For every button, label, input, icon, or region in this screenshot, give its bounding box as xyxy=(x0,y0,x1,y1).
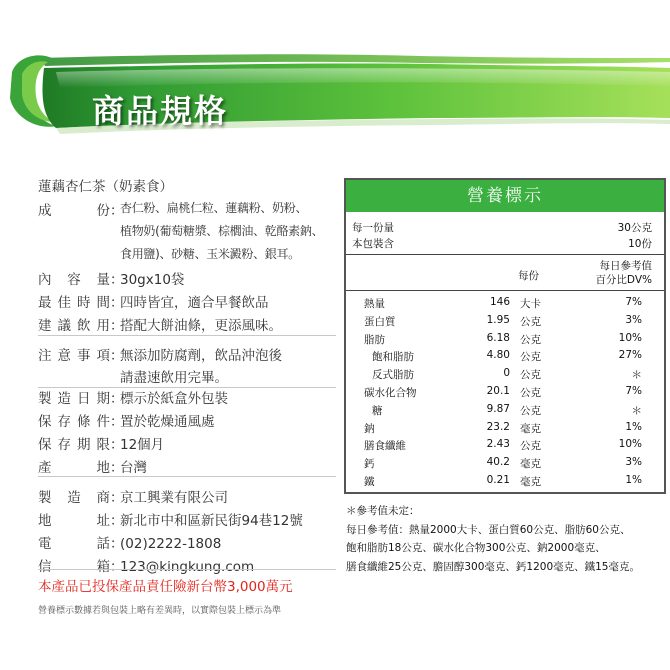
nutrient-row xyxy=(346,403,664,421)
nutrient-row xyxy=(346,314,664,332)
nutrient-name: 鐵 xyxy=(364,476,375,488)
phone-label: 電 話 xyxy=(38,536,110,552)
email-value[interactable]: 123@kingkung.com xyxy=(120,559,255,575)
nutrient-row xyxy=(346,296,664,314)
maker-row: 製 造 商：京工興業有限公司 xyxy=(38,486,228,506)
nutrient-dv: 27% xyxy=(618,349,642,362)
content-value: 30gx10袋 xyxy=(120,272,185,288)
ingredients-line-1: 杏仁粉、扁桃仁粒、蓮藕粉、奶粉、 xyxy=(120,201,308,215)
nutrient-amount: 2.43 xyxy=(486,438,510,451)
nutrient-unit: 公克 xyxy=(520,333,541,346)
mfg-row: 製造日期：標示於紙盒外包裝 xyxy=(38,387,228,407)
origin-row: 產 地：台灣 xyxy=(38,456,147,476)
shelf-row: 保存期限：12個月 xyxy=(38,433,164,453)
nutrition-header: 營養標示 xyxy=(346,180,664,212)
nutrient-amount: 146 xyxy=(489,296,510,308)
nutrient-dv: 7% xyxy=(625,296,642,308)
content-label: 內 容 量 xyxy=(38,272,110,288)
serving-label: 每一份量 xyxy=(352,222,394,234)
nutrient-dv: 1% xyxy=(625,420,642,433)
nutrient-dv: 7% xyxy=(625,385,642,397)
nutrient-name: 糖 xyxy=(372,404,383,417)
best-time-label: 最佳時間 xyxy=(38,295,110,311)
divider xyxy=(38,476,336,477)
address-label: 地 址 xyxy=(38,513,110,529)
notice-line-1: 無添加防腐劑，飲品沖泡後 xyxy=(120,348,282,364)
storage-label: 保存條件 xyxy=(38,414,110,430)
nutrient-name: 蛋白質 xyxy=(364,315,396,328)
nutrient-amount: 20.1 xyxy=(486,385,510,397)
nutrient-unit: 公克 xyxy=(520,369,541,382)
nutrient-unit: 公克 xyxy=(520,351,541,364)
product-name: 蓮藕杏仁茶（奶素食） xyxy=(38,179,173,195)
nutrient-unit: 公克 xyxy=(520,404,541,417)
nutrient-row xyxy=(346,349,664,367)
serving-value: 30公克 xyxy=(617,222,652,234)
nutrient-name: 飽和脂肪 xyxy=(372,351,414,364)
divider xyxy=(38,335,336,336)
notice-label: 注意事項 xyxy=(38,348,110,364)
nutrition-facts-table xyxy=(344,178,666,494)
nutrient-row xyxy=(346,385,664,403)
nutrient-unit: 公克 xyxy=(520,315,541,328)
nutrient-name: 反式脂肪 xyxy=(372,369,414,382)
nutrient-amount: 9.87 xyxy=(486,402,510,415)
maker-label: 製 造 商 xyxy=(38,490,110,506)
nutrient-amount: 23.2 xyxy=(486,420,510,433)
nutrient-dv: ＊ xyxy=(631,369,642,382)
nutrient-unit: 公克 xyxy=(520,440,541,453)
header-banner xyxy=(0,0,670,150)
nutrient-amount: 40.2 xyxy=(486,456,510,469)
col-dv-line-2: 百分比DV% xyxy=(595,274,652,286)
reference-note xyxy=(346,502,670,576)
suggest-value: 搭配大餅油條，更添風味。 xyxy=(120,318,282,334)
nutrient-name: 鈣 xyxy=(364,458,375,471)
nutrient-unit: 毫克 xyxy=(520,476,541,488)
nutrient-unit: 毫克 xyxy=(520,458,541,471)
address-row: 地 址：新北市中和區新民街94巷12號 xyxy=(38,509,303,529)
nutrient-name: 脂肪 xyxy=(364,333,385,346)
nutrient-unit: 毫克 xyxy=(520,422,541,435)
phone-value: (02)2222-1808 xyxy=(120,536,222,552)
storage-value: 置於乾燥通風處 xyxy=(120,414,215,430)
nutrient-amount: 0.21 xyxy=(486,474,510,486)
origin-value: 台灣 xyxy=(120,460,147,476)
nutrient-row xyxy=(346,421,664,439)
ingredients-label: 成 份 xyxy=(38,203,110,219)
nutrient-dv: 10% xyxy=(618,438,642,451)
insurance-notice: 本產品已投保產品責任險新台幣3,000萬元 xyxy=(38,579,293,595)
best-time-value: 四時皆宜，適合早餐飲品 xyxy=(120,295,269,311)
nutrient-amount: 6.18 xyxy=(486,331,510,344)
nutrient-row xyxy=(346,456,664,474)
col-dv-line-1: 每日參考值 xyxy=(599,260,652,272)
ingredients-line-2: 植物奶(葡萄糖漿、棕櫚油、乾酪素鈉、 xyxy=(120,224,324,238)
nutrient-dv: 10% xyxy=(618,331,642,344)
reference-line-2: 飽和脂肪18公克、碳水化合物300公克、鈉2000毫克、 xyxy=(346,542,606,554)
reference-title: ＊參考值未定： xyxy=(346,505,420,517)
divider xyxy=(346,290,664,291)
per-pack-label: 本包裝含 xyxy=(352,238,394,250)
nutrient-unit: 大卡 xyxy=(520,298,541,310)
reference-line-1: 每日參考值：熱量2000大卡、蛋白質60公克、脂肪60公克、 xyxy=(346,523,631,536)
mfg-value: 標示於紙盒外包裝 xyxy=(120,391,228,407)
nutrient-amount: 0 xyxy=(503,367,510,380)
origin-label: 產 地 xyxy=(38,460,110,476)
col-per-serving: 每份 xyxy=(518,270,539,282)
shelf-value: 12個月 xyxy=(120,437,165,453)
nutrient-unit: 公克 xyxy=(520,387,541,399)
reference-line-3: 膳食纖維25公克、膽固醇300毫克、鈣1200毫克、鐵15毫克。 xyxy=(346,560,640,573)
suggest-row: 建議飲用：搭配大餅油條，更添風味。 xyxy=(38,314,282,334)
nutrient-name: 鈉 xyxy=(364,422,375,435)
nutrient-row xyxy=(346,474,664,492)
email-row: 信 箱：123@kingkung.com xyxy=(38,555,254,575)
nutrient-row xyxy=(346,367,664,385)
divider xyxy=(38,569,336,570)
shelf-label: 保存期限 xyxy=(38,437,110,453)
nutrient-amount: 4.80 xyxy=(486,349,510,362)
nutrient-row xyxy=(346,332,664,350)
nutrient-name: 膳食纖維 xyxy=(364,440,406,453)
storage-row: 保存條件：置於乾燥通風處 xyxy=(38,410,215,430)
content-row: 內 容 量：30gx10袋 xyxy=(38,268,184,288)
nutrient-name: 熱量 xyxy=(364,298,385,310)
best-time-row: 最佳時間：四時皆宜，適合早餐飲品 xyxy=(38,291,269,311)
nutrient-dv: 3% xyxy=(625,456,642,469)
phone-row: 電 話：(02)2222-1808 xyxy=(38,532,221,552)
page-title: 商品規格 xyxy=(92,92,229,130)
nutrient-dv: 3% xyxy=(625,313,642,326)
ingredients-line-3: 食用鹽)、砂糖、玉米澱粉、銀耳。 xyxy=(120,247,300,261)
footnote: 營養標示數據若與包裝上略有差異時，以實際包裝上標示為準 xyxy=(38,606,282,616)
nutrient-row xyxy=(346,438,664,456)
mfg-label: 製造日期 xyxy=(38,391,110,407)
nutrient-amount: 1.95 xyxy=(486,313,510,326)
per-pack-value: 10份 xyxy=(628,238,652,250)
email-label: 信 箱 xyxy=(38,559,110,575)
maker-value: 京工興業有限公司 xyxy=(120,490,228,506)
ingredients-row: 成 份： xyxy=(38,199,120,219)
address-value: 新北市中和區新民街94巷12號 xyxy=(120,513,303,529)
divider xyxy=(346,254,664,255)
suggest-label: 建議飲用 xyxy=(38,318,110,334)
nutrient-dv: ＊ xyxy=(631,404,642,417)
nutrient-dv: 1% xyxy=(625,474,642,486)
notice-row: 注意事項：無添加防腐劑，飲品沖泡後 xyxy=(38,344,282,364)
notice-line-2: 請盡速飲用完畢。 xyxy=(120,370,228,386)
nutrient-name: 碳水化合物 xyxy=(364,387,417,399)
